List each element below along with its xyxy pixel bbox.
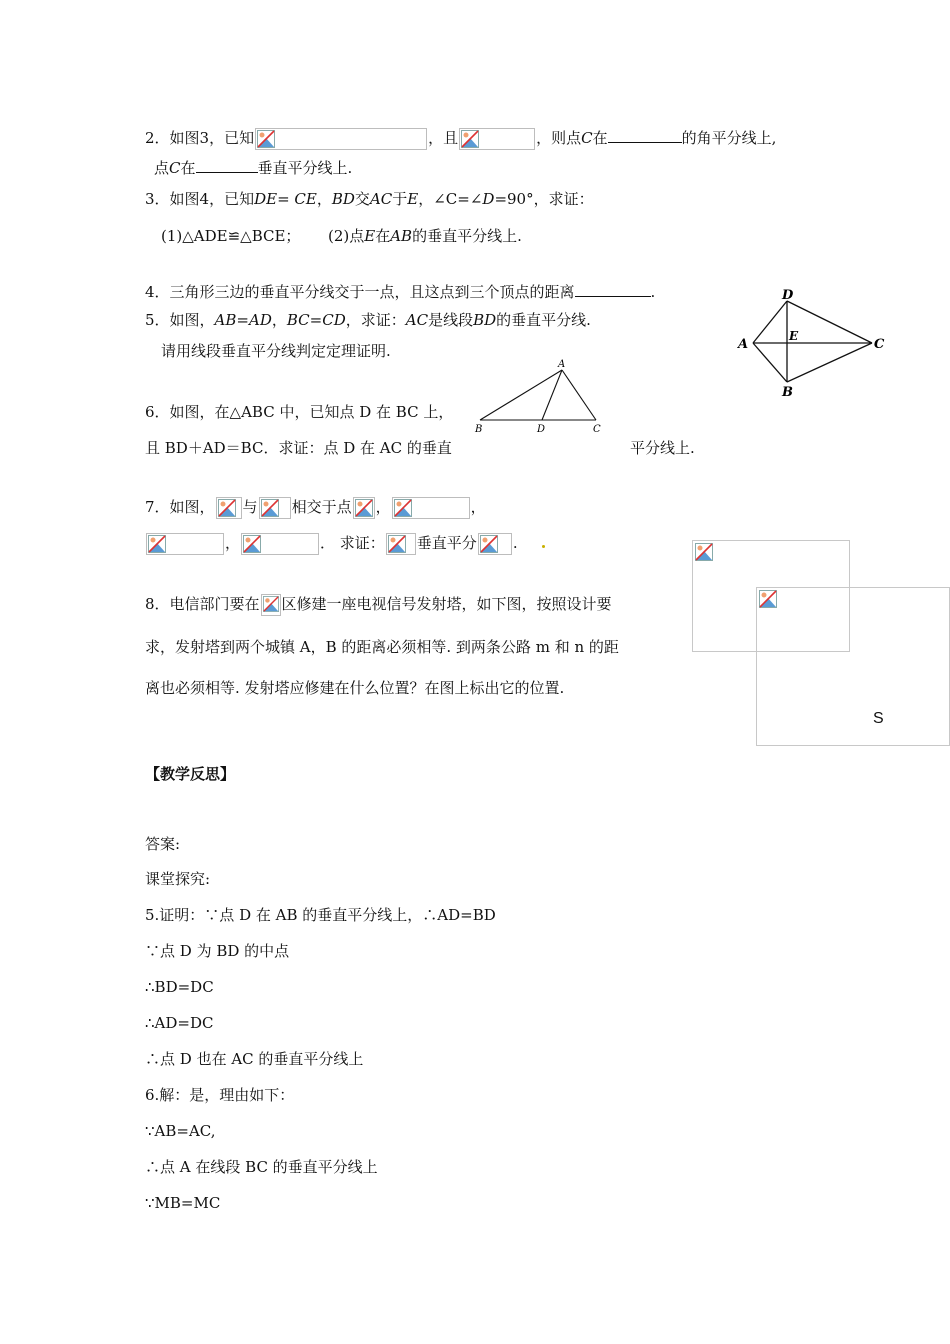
triangle-figure: [472, 356, 608, 436]
text: ，∠C=∠: [418, 190, 483, 208]
edge-ab: [753, 343, 787, 382]
image-placeholder-icon: [386, 533, 416, 555]
text: 8．电信部门要在: [145, 595, 260, 613]
question-4: [145, 282, 655, 302]
text: 在: [180, 159, 196, 177]
image-placeholder-icon: [259, 497, 291, 519]
image-placeholder-icon: [255, 128, 427, 150]
text: ，: [316, 190, 332, 208]
question-8-line-2: 求，发射塔到两个城镇 A，B 的距离必须相等. 到两条公路 m 和 n 的距: [145, 638, 619, 656]
text: BD: [331, 190, 355, 208]
image-placeholder-icon: [261, 594, 281, 616]
question-3-line-1: [145, 189, 594, 209]
image-placeholder-icon: [695, 543, 713, 565]
label-c: C: [593, 424, 601, 435]
text: =: [236, 311, 249, 329]
label-d: D: [782, 288, 794, 303]
image-placeholder-icon: [392, 497, 470, 519]
text: ． 求证：: [320, 534, 385, 552]
text: 点: [154, 159, 170, 177]
answer-line: ∵点 D 为 BD 的中点: [145, 942, 290, 960]
text: 在: [592, 129, 608, 147]
figure-box-2: [756, 587, 950, 746]
edge-dc: [787, 301, 872, 343]
text: 2．如图3，已知: [145, 129, 255, 147]
image-placeholder-icon: [478, 533, 512, 555]
text: 在: [375, 227, 391, 245]
answer-line: ∵MB=MC: [145, 1194, 221, 1212]
image-placeholder-icon: [146, 533, 224, 555]
text: ，则点: [536, 129, 582, 147]
answer-line: ∴AD=DC: [145, 1014, 214, 1032]
answer-line: 6.解：是，理由如下：: [145, 1086, 295, 1104]
text: =90°，求证：: [494, 190, 594, 208]
text: BC: [286, 311, 310, 329]
answers-title: 答案:: [145, 835, 181, 853]
answer-line: 5.证明：∵点 D 在 AB 的垂直平分线上，∴AD=BD: [145, 906, 496, 924]
text: 4．三角形三边的垂直平分线交于一点，且这点到三个顶点的距离: [145, 283, 575, 301]
text: 区修建一座电视信号发射塔，如下图，按照设计要: [281, 595, 612, 613]
text: 交: [354, 190, 370, 208]
question-6-line-2b: 平分线上.: [630, 439, 695, 457]
text: 5．如图，: [145, 311, 215, 329]
answer-line: ∴点 D 也在 AC 的垂直平分线上: [145, 1050, 364, 1068]
answer-blank[interactable]: [608, 128, 682, 143]
text: D: [482, 190, 495, 208]
image-placeholder-icon: [216, 497, 242, 519]
question-7-line-1: [145, 497, 486, 519]
text: AC: [369, 190, 393, 208]
question-5-hint: 请用线段垂直平分线判定定理证明.: [161, 342, 391, 360]
label-c: C: [874, 337, 885, 352]
text: CD: [322, 311, 346, 329]
text: (2)点: [328, 227, 365, 245]
question-6-line-2a: 且 BD＋AD＝BC．求证：点 D 在 AC 的垂直: [145, 439, 452, 457]
text: 7．如图，: [145, 498, 215, 516]
label-a: A: [558, 359, 566, 370]
segment-ad: [542, 370, 562, 420]
question-8-line-3: 离也必须相等. 发射塔应修建在什么位置？在图上标出它的位置.: [145, 679, 565, 697]
question-5-line-1: [145, 310, 591, 330]
text: ，且: [428, 129, 459, 147]
text: BD: [473, 311, 497, 329]
edge-ab: [480, 370, 562, 420]
label-b: B: [475, 424, 483, 435]
text: ，: [470, 498, 486, 516]
text: 的垂直平分线上.: [412, 227, 522, 245]
label-e: E: [789, 329, 799, 343]
question-2-line-2: [154, 158, 352, 178]
answer-line: ∵AB=AC,: [145, 1122, 216, 1140]
question-6-line-1: 6．如图，在△ABC 中，已知点 D 在 BC 上，: [145, 403, 454, 421]
text: ，: [271, 311, 287, 329]
answers-section: 课堂探究:: [145, 870, 211, 888]
answer-line: ∴点 A 在线段 BC 的垂直平分线上: [145, 1158, 378, 1176]
text: .: [650, 283, 656, 301]
text: (1)△ADE≌△BCE；: [161, 227, 301, 245]
text: .: [512, 534, 518, 552]
question-8-line-1: [145, 594, 612, 616]
text: ，: [225, 534, 241, 552]
text: 相交于点: [291, 498, 352, 516]
text: ，: [375, 498, 391, 516]
text: 与: [242, 498, 258, 516]
text: 垂直平分线上.: [257, 159, 353, 177]
text: ，求证：: [345, 311, 406, 329]
edge-ad: [753, 301, 787, 343]
box-label-s: S: [873, 710, 884, 727]
image-placeholder-icon: [459, 128, 535, 150]
answer-line: ∴BD=DC: [145, 978, 214, 996]
answer-blank[interactable]: [196, 158, 258, 173]
label-b: B: [782, 385, 793, 400]
question-2-line-1: [145, 128, 776, 150]
text: AD: [248, 311, 272, 329]
edge-ac: [562, 370, 596, 420]
question-3-line-2: [161, 226, 522, 246]
image-placeholder-icon: [241, 533, 319, 555]
image-placeholder-icon: [353, 497, 375, 519]
text: AC: [405, 311, 429, 329]
text: =: [309, 311, 323, 329]
label-a: A: [738, 337, 749, 352]
text: 的角平分线上,: [681, 129, 777, 147]
text: 垂直平分: [416, 534, 477, 552]
text: DE= CE: [254, 190, 317, 208]
text: AB: [214, 311, 237, 329]
text: AB: [390, 227, 413, 245]
stray-dot: [542, 545, 545, 548]
text: E: [407, 190, 419, 208]
label-d: D: [537, 424, 546, 435]
answer-blank[interactable]: [575, 282, 651, 297]
text: 于: [392, 190, 408, 208]
image-placeholder-icon: [759, 590, 777, 612]
text: 的垂直平分线.: [496, 311, 591, 329]
text: C: [581, 129, 593, 147]
text: E: [364, 227, 376, 245]
kite-figure: [736, 286, 892, 400]
text: C: [169, 159, 181, 177]
question-7-line-2: [145, 533, 518, 555]
edge-bc: [787, 343, 872, 382]
text: 是线段: [428, 311, 474, 329]
text: 3．如图4，已知: [145, 190, 255, 208]
reflection-heading: 【教学反思】: [145, 765, 236, 783]
